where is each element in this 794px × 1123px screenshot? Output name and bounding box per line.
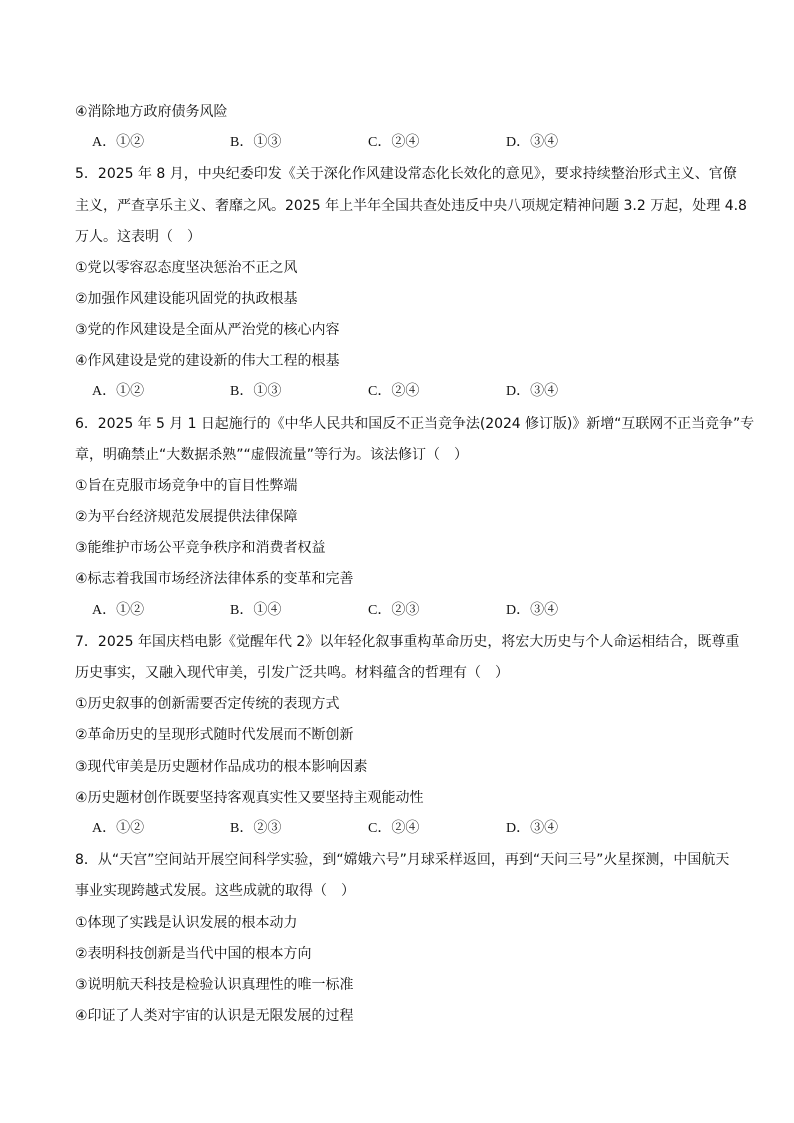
q6-stem-line-2: 章，明确禁止“大数据杀熟”“虚假流量”等行为。该法修订（ ）	[75, 447, 469, 463]
q8-stem-line-1: 8．从“天宫”空间站开展空间科学实验，到“嫦娥六号”月球采样返回，再到“天问三号”火星探测，中国航天	[75, 852, 730, 868]
q5-option-c: C．②④	[368, 384, 420, 399]
q6-option-a: A．①②	[92, 603, 145, 618]
q7-statement-3: ③现代审美是历史题材作品成功的根本影响因素	[75, 759, 368, 775]
q5-statement-2: ②加强作风建设能巩固党的执政根基	[75, 291, 298, 307]
q8-stem-line-2: 事业实现跨越式发展。这些成就的取得（ ）	[75, 883, 355, 899]
q7-option-c: C．②④	[368, 821, 420, 836]
q7-option-b: B．②③	[230, 821, 282, 836]
q6-statement-1: ①旨在克服市场竞争中的盲目性弊端	[75, 478, 298, 494]
q7-stem-line-1: 7．2025 年国庆档电影《觉醒年代 2》以年轻化叙事重构革命历史，将宏大历史与个人命运相结合，既尊重	[75, 634, 740, 650]
q6-statement-2: ②为平台经济规范发展提供法律保障	[75, 509, 298, 525]
q4-option-c: C．②④	[368, 135, 420, 150]
q8-statement-3: ③说明航天科技是检验认识真理性的唯一标准	[75, 977, 354, 993]
q8-statement-4: ④印证了人类对宇宙的认识是无限发展的过程	[75, 1008, 354, 1024]
q6-option-b: B．①④	[230, 603, 282, 618]
q7-stem-line-2: 历史事实，又融入现代审美，引发广泛共鸣。材料蕴含的哲理有（ ）	[75, 665, 509, 681]
q4-statement-4: ④消除地方政府债务风险	[75, 104, 228, 120]
q7-statement-2: ②革命历史的呈现形式随时代发展而不断创新	[75, 727, 354, 743]
q5-stem-line-2: 主义，严查享乐主义、奢靡之风。2025 年上半年全国共查处违反中央八项规定精神问题 3.2 万起，处理 4.8	[75, 198, 747, 214]
q5-stem-line-3: 万人。这表明（ ）	[75, 229, 201, 245]
q8-statement-2: ②表明科技创新是当代中国的根本方向	[75, 946, 312, 962]
q6-stem-line-1: 6．2025 年 5 月 1 日起施行的《中华人民共和国反不正当竞争法(2024 修订版)》新增“互联网不正当竞争”专	[75, 416, 755, 432]
q6-option-d: D．③④	[506, 603, 559, 618]
q6-statement-3: ③能维护市场公平竞争秩序和消费者权益	[75, 540, 326, 556]
q5-statement-4: ④作风建设是党的建设新的伟大工程的根基	[75, 353, 340, 369]
q5-option-b: B．①③	[230, 384, 282, 399]
q4-option-a: A．①②	[92, 135, 145, 150]
q7-statement-1: ①历史叙事的创新需要否定传统的表现方式	[75, 696, 340, 712]
q7-option-a: A．①②	[92, 821, 145, 836]
q4-option-d: D．③④	[506, 135, 559, 150]
q5-statement-3: ③党的作风建设是全面从严治党的核心内容	[75, 322, 340, 338]
q8-statement-1: ①体现了实践是认识发展的根本动力	[75, 915, 298, 931]
q5-option-a: A．①②	[92, 384, 145, 399]
q5-statement-1: ①党以零容忍态度坚决惩治不正之风	[75, 260, 298, 276]
q4-option-b: B．①③	[230, 135, 282, 150]
q7-statement-4: ④历史题材创作既要坚持客观真实性又要坚持主观能动性	[75, 790, 424, 806]
q6-option-c: C．②③	[368, 603, 420, 618]
q6-statement-4: ④标志着我国市场经济法律体系的变革和完善	[75, 571, 354, 587]
q5-stem-line-1: 5．2025 年 8 月，中央纪委印发《关于深化作风建设常态化长效化的意见》，要求持续整治形式主义、官僚	[75, 166, 737, 182]
q5-option-d: D．③④	[506, 384, 559, 399]
q7-option-d: D．③④	[506, 821, 559, 836]
